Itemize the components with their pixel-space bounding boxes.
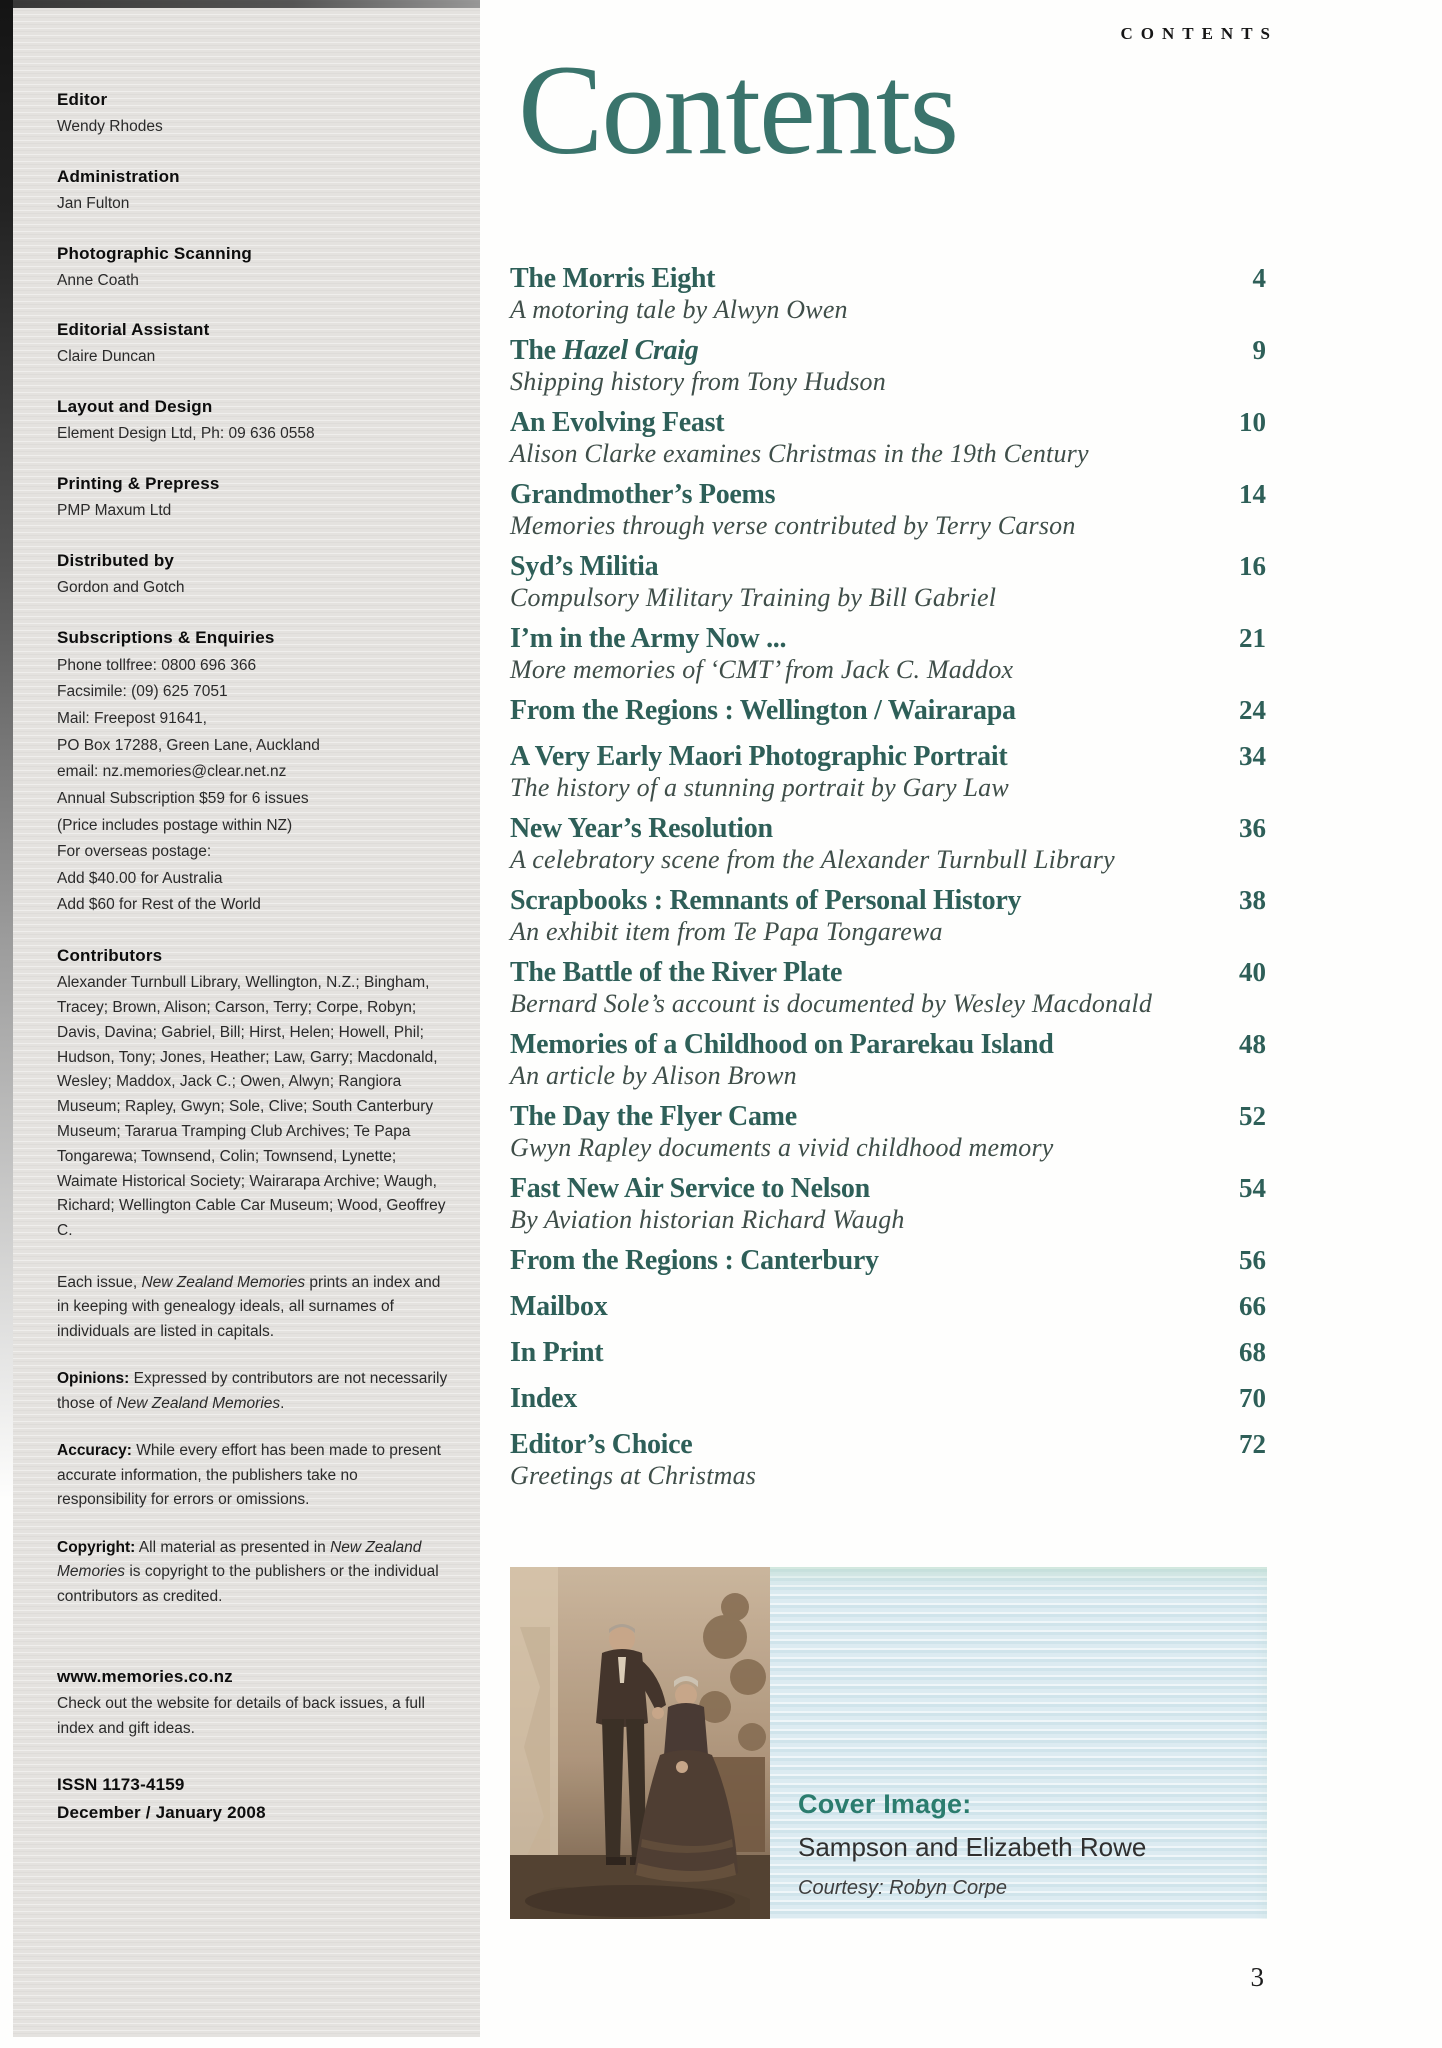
toc-entry-title xyxy=(510,884,1021,917)
sidebar-section-heading: Editorial Assistant xyxy=(57,320,210,340)
toc-entry xyxy=(510,740,1272,802)
toc-entry-subtitle: An exhibit item from Te Papa Tongarewa xyxy=(510,917,943,946)
sidebar-section xyxy=(57,551,450,601)
paragraph-lead: Copyright: xyxy=(57,1538,136,1556)
toc-entry-row xyxy=(510,1382,1272,1415)
text: A Very Early Maori Photographic Portrait xyxy=(510,741,1008,772)
toc-entry xyxy=(510,1172,1272,1234)
toc-entry xyxy=(510,1428,1272,1490)
toc-entry-title xyxy=(510,1244,879,1277)
sidebar-section-line: For overseas postage: xyxy=(57,843,212,861)
toc-entry-title xyxy=(510,1290,607,1323)
toc-entry-page: 10 xyxy=(1239,407,1266,437)
sidebar-section xyxy=(57,320,450,370)
toc-entry-row xyxy=(510,694,1272,727)
sidebar-section-line: Annual Subscription $59 for 6 issues xyxy=(57,789,309,807)
toc-entry xyxy=(510,550,1272,612)
text: Scrapbooks : Remnants of Personal History xyxy=(510,885,1022,916)
toc-entry-row xyxy=(510,812,1272,845)
toc-entry-subtitle: Bernard Sole’s account is documented by Wesley Macdonald xyxy=(510,989,1153,1018)
toc-entry-row xyxy=(510,622,1272,655)
text: Fast New Air Service to Nelson xyxy=(510,1173,870,1204)
text: In Print xyxy=(510,1337,604,1368)
text: prints an index and in keeping with genealogy ideals, all surnames of individuals are listed in capitals. xyxy=(57,1273,441,1340)
toc-entry-page: 21 xyxy=(1239,623,1266,653)
toc-entry-page: 34 xyxy=(1239,741,1266,771)
toc-entry-page: 16 xyxy=(1239,551,1266,581)
sidebar-section-heading: Subscriptions & Enquiries xyxy=(57,627,275,647)
issue-date: December / January 2008 xyxy=(57,1803,266,1823)
toc-entry-row xyxy=(510,1172,1272,1205)
cover-photo xyxy=(510,1567,770,1919)
cover-caption-label: Cover Image: xyxy=(798,1789,972,1819)
toc-entry-page: 72 xyxy=(1239,1429,1266,1459)
text: All material as presented in xyxy=(135,1538,331,1556)
toc-entry-page: 70 xyxy=(1239,1383,1266,1413)
sidebar-section-heading: Contributors xyxy=(57,946,163,966)
toc-entry-page: 48 xyxy=(1239,1029,1266,1059)
toc-entry-row xyxy=(510,406,1272,439)
text: The Day the Flyer Came xyxy=(510,1101,797,1132)
sidebar-section-line: PO Box 17288, Green Lane, Auckland xyxy=(57,736,320,754)
sidebar-section xyxy=(57,946,450,1244)
toc-entry-page: 68 xyxy=(1239,1337,1266,1367)
toc-entry-subtitle: A motoring tale by Alwyn Owen xyxy=(510,295,848,324)
toc-entry-page: 14 xyxy=(1239,479,1266,509)
toc-entry-row xyxy=(510,1428,1272,1461)
toc-entry xyxy=(510,1290,1272,1323)
toc-entry-title xyxy=(510,1382,577,1415)
toc-entry-title xyxy=(510,334,698,367)
sidebar-section-line: Wendy Rhodes xyxy=(57,118,163,135)
toc-entry-row xyxy=(510,884,1272,917)
toc-entry-row xyxy=(510,740,1272,773)
toc-entry-page: 38 xyxy=(1239,885,1266,915)
sidebar-section xyxy=(57,397,450,447)
issn-number: ISSN 1173-4159 xyxy=(57,1774,185,1794)
toc-entry-subtitle: A celebratory scene from the Alexander Turnbull Library xyxy=(510,845,1115,874)
toc-entry-page: 40 xyxy=(1239,957,1266,987)
running-header: CONTENTS xyxy=(1120,24,1278,43)
page-number: 3 xyxy=(1250,1962,1264,1992)
sidebar-section-heading: Photographic Scanning xyxy=(57,243,252,263)
toc-entry-title xyxy=(510,478,775,511)
sidebar-section-line: email: nz.memories@clear.net.nz xyxy=(57,763,287,781)
toc-entry xyxy=(510,1336,1272,1369)
toc-entry xyxy=(510,956,1272,1018)
toc-entry-title xyxy=(510,622,786,655)
toc-entry-title xyxy=(510,550,658,583)
sidebar-section-heading: Distributed by xyxy=(57,550,175,570)
toc-entry xyxy=(510,694,1272,727)
toc-entry-row xyxy=(510,334,1272,367)
text: From the Regions : Canterbury xyxy=(510,1245,879,1276)
page-title: Contents xyxy=(518,39,958,181)
sidebar-paragraph xyxy=(57,1271,450,1344)
toc-entry-page: 66 xyxy=(1239,1291,1266,1321)
toc-entry-subtitle: More memories of ‘CMT’ from Jack C. Maddox xyxy=(510,655,1014,684)
issn-block xyxy=(57,1772,450,1827)
toc-entry-page: 4 xyxy=(1252,263,1266,293)
text: I’m in the Army Now ... xyxy=(510,623,787,654)
text: Index xyxy=(510,1383,577,1414)
masthead-notices xyxy=(57,1271,450,1609)
text: The Battle of the River Plate xyxy=(510,957,843,988)
sidebar-section-line: Element Design Ltd, Ph: 09 636 0558 xyxy=(57,425,315,443)
text: New Year’s Resolution xyxy=(510,813,773,844)
cover-image-panel xyxy=(510,1567,1267,1919)
toc-entry-title xyxy=(510,1172,870,1205)
toc-entry-subtitle: Greetings at Christmas xyxy=(510,1461,757,1490)
toc-entry-title xyxy=(510,1028,1054,1061)
sidebar-section-heading: Administration xyxy=(57,166,180,186)
sidebar-section-line: Anne Coath xyxy=(57,271,139,289)
sidebar-section xyxy=(57,474,450,524)
sidebar-section xyxy=(57,628,450,920)
toc-entry xyxy=(510,1244,1272,1277)
toc-entry xyxy=(510,406,1272,468)
website-block xyxy=(57,1667,450,1742)
sidebar-section xyxy=(57,90,450,140)
text: Expressed by contributors are not necessarily those of xyxy=(57,1370,448,1412)
toc-entry-row xyxy=(510,1100,1272,1133)
toc-entry-title xyxy=(510,694,1016,727)
italic-text: Hazel Craig xyxy=(562,335,699,366)
toc-entry-subtitle: Memories through verse contributed by Terry Carson xyxy=(510,511,1076,540)
cover-caption-names: Sampson and Elizabeth Rowe xyxy=(798,1832,1147,1862)
masthead-sections xyxy=(57,90,450,1244)
toc-entry-page: 36 xyxy=(1239,813,1266,843)
sidebar-section-line: Facsimile: (09) 625 7051 xyxy=(57,683,228,701)
text: is copyright to the publishers or the individual contributors as credited. xyxy=(57,1563,439,1605)
sidebar-section-line: Add $60 for Rest of the World xyxy=(57,896,261,914)
cover-caption-courtesy: Courtesy: Robyn Corpe xyxy=(798,1877,1007,1899)
text: Editor’s Choice xyxy=(510,1429,693,1460)
text: Each issue, xyxy=(57,1273,142,1291)
cover-caption xyxy=(798,1789,1146,1900)
text: Mailbox xyxy=(510,1291,608,1322)
toc-entry-subtitle: The history of a stunning portrait by Gary Law xyxy=(510,773,1009,802)
toc-entry-page: 24 xyxy=(1239,695,1266,725)
toc-entry-row xyxy=(510,478,1272,511)
website-url: www.memories.co.nz xyxy=(57,1667,233,1687)
sidebar-section-line: (Price includes postage within NZ) xyxy=(57,816,293,834)
toc-entry xyxy=(510,1028,1272,1090)
toc-entry-page: 56 xyxy=(1239,1245,1266,1275)
toc-entry xyxy=(510,334,1272,396)
toc-entry xyxy=(510,812,1272,874)
italic-text: New Zealand Memories xyxy=(116,1394,281,1412)
sidebar-paragraph xyxy=(57,1439,450,1512)
toc-entry-title xyxy=(510,1100,797,1133)
toc-entry xyxy=(510,622,1272,684)
toc-entry-subtitle: An article by Alison Brown xyxy=(510,1061,797,1090)
text: Grandmother’s Poems xyxy=(510,479,776,510)
sidebar-section-line: PMP Maxum Ltd xyxy=(57,501,172,519)
toc-entry-title xyxy=(510,812,773,845)
table-of-contents xyxy=(510,262,1272,1500)
toc-entry xyxy=(510,1100,1272,1162)
toc-entry-title xyxy=(510,1336,603,1369)
toc-entry-row xyxy=(510,956,1272,989)
contents-main xyxy=(510,0,1280,2048)
scan-edge-shadow xyxy=(0,0,13,1500)
text: While every effort has been made to present accurate information, the publishers take no responsibility for errors or omissions. xyxy=(57,1442,441,1509)
paragraph-lead: Accuracy: xyxy=(57,1442,132,1460)
toc-entry-title xyxy=(510,406,724,439)
toc-entry-row xyxy=(510,1244,1272,1277)
text: From the Regions : Wellington / Wairarapa xyxy=(510,695,1016,726)
toc-entry xyxy=(510,262,1272,324)
toc-entry-page: 54 xyxy=(1239,1173,1266,1203)
sidebar-section xyxy=(57,244,450,294)
sidebar-paragraph xyxy=(57,1367,450,1416)
toc-entry-subtitle: Compulsory Military Training by Bill Gabriel xyxy=(510,583,997,612)
toc-entry-title xyxy=(510,956,842,989)
sidebar-section-line: Claire Duncan xyxy=(57,348,156,366)
toc-entry-title xyxy=(510,262,715,295)
toc-entry-subtitle: Gwyn Rapley documents a vivid childhood memory xyxy=(510,1133,1054,1162)
sidebar-section xyxy=(57,167,450,217)
sidebar-section-line: Jan Fulton xyxy=(57,194,130,212)
sidebar-section-line: Add $40.00 for Australia xyxy=(57,869,223,887)
paragraph-lead: Opinions: xyxy=(57,1370,130,1388)
toc-entry-subtitle: By Aviation historian Richard Waugh xyxy=(510,1205,905,1234)
toc-entry-page: 52 xyxy=(1239,1101,1266,1131)
toc-entry xyxy=(510,884,1272,946)
italic-text: New Zealand Memories xyxy=(141,1273,306,1291)
toc-entry-row xyxy=(510,1028,1272,1061)
text: The xyxy=(510,335,563,366)
toc-entry-title xyxy=(510,740,1007,773)
toc-entry-subtitle: Shipping history from Tony Hudson xyxy=(510,367,886,396)
sidebar-section-heading: Printing & Prepress xyxy=(57,473,220,493)
italic-text: New Zealand Memories xyxy=(57,1538,422,1581)
sidebar-section-line: Gordon and Gotch xyxy=(57,578,185,596)
website-text: Check out the website for details of back issues, a full index and gift ideas. xyxy=(57,1695,425,1738)
text: Syd’s Militia xyxy=(510,551,659,582)
sidebar-paragraph xyxy=(57,1536,450,1609)
sidebar-section-heading: Editor xyxy=(57,90,108,109)
toc-entry-row xyxy=(510,1290,1272,1323)
text: An Evolving Feast xyxy=(510,407,725,438)
text: Memories of a Childhood on Pararekau Island xyxy=(510,1029,1054,1060)
toc-entry-row xyxy=(510,550,1272,583)
toc-entry-row xyxy=(510,1336,1272,1369)
toc-entry-title xyxy=(510,1428,692,1461)
toc-entry-page: 9 xyxy=(1252,335,1266,365)
sidebar-section-line: Phone tollfree: 0800 696 366 xyxy=(57,656,257,674)
toc-entry xyxy=(510,1382,1272,1415)
toc-entry-row xyxy=(510,262,1272,295)
text: The Morris Eight xyxy=(510,263,716,294)
toc-entry-subtitle: Alison Clarke examines Christmas in the 19th Century xyxy=(510,439,1089,468)
sidebar-section-line: Mail: Freepost 91641, xyxy=(57,709,207,727)
text: . xyxy=(280,1394,285,1412)
toc-entry xyxy=(510,478,1272,540)
sidebar-section-line: Alexander Turnbull Library, Wellington, N.Z.; Bingham, Tracey; Brown, Alison; Carson, Terry; Corpe, Robyn; Davis, Davina; Gabriel, Bill; Hirst, Helen; Howell, Phil; Hudson, Tony; Jones, Heather; Law, Garry; Macdonald, Wesley; Maddox, Jack C.; Owen, Alwyn; Rangiora Museum; Rapley, Gwyn; Sole, Clive; South Canterbury Museum; Tararua Tramping Club Archives; Te Papa Tongarewa; Townsend, Colin; Townsend, Lynette; Waimate Historical Society; Wairarapa Archive; Waugh, Richard; Wellington Cable Car Museum; Wood, Geoffrey C. xyxy=(57,974,446,1240)
sidebar-section-heading: Layout and Design xyxy=(57,397,213,417)
masthead-sidebar xyxy=(13,0,480,2037)
